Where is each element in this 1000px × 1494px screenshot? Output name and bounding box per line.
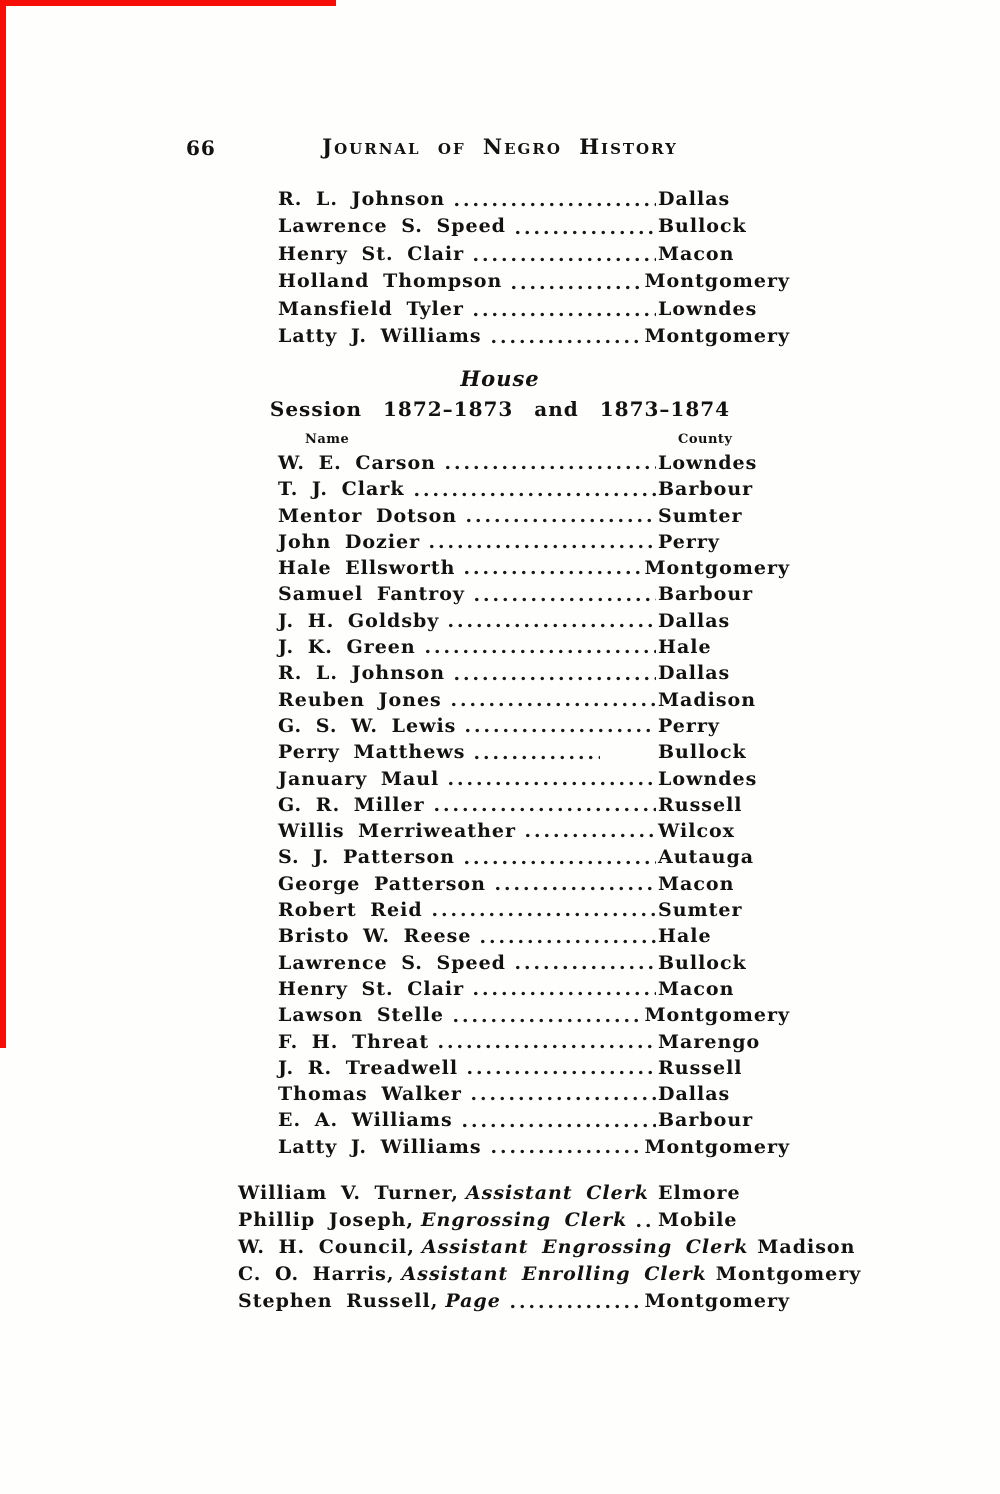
member-name: Latty J. Williams — [278, 325, 482, 348]
list-row — [278, 739, 790, 765]
county-name: Lowndes — [658, 297, 758, 320]
list-row — [278, 792, 790, 818]
county-name: Montgomery — [644, 1004, 790, 1027]
member-name: J. K. Green — [278, 636, 416, 659]
list-row — [278, 766, 790, 792]
official-title: Assistant Clerk — [465, 1182, 649, 1204]
dot-leader — [462, 569, 642, 576]
member-name: S. J. Patterson — [278, 846, 455, 869]
member-name: T. J. Clark — [278, 478, 405, 501]
member-name: Reuben Jones — [278, 688, 442, 711]
county-name: Barbour — [658, 478, 754, 501]
list-row — [278, 1029, 790, 1055]
scan-artifact-top-strip — [0, 0, 336, 6]
member-name: Hale Ellsworth — [278, 557, 456, 580]
list-row — [238, 1180, 790, 1207]
county-name: Barbour — [658, 583, 754, 606]
dot-leader — [471, 256, 656, 263]
member-name: Thomas Walker — [278, 1083, 462, 1106]
county-name: Bullock — [658, 215, 747, 238]
county-name: Montgomery — [644, 1290, 790, 1312]
dot-leader — [478, 938, 656, 945]
list-row — [278, 844, 790, 870]
list-row — [278, 950, 790, 976]
member-name: Perry Matthews — [278, 741, 466, 764]
dot-leader — [460, 1122, 656, 1129]
county-name: Dallas — [658, 188, 731, 210]
dot-leader — [634, 1222, 656, 1229]
member-name: Willis Merriweather — [278, 820, 516, 843]
list-row — [278, 713, 790, 739]
official-title: Assistant Engrossing Clerk — [421, 1236, 749, 1258]
column-headers — [230, 432, 790, 450]
member-name: F. H. Threat — [278, 1030, 430, 1053]
dot-leader — [513, 964, 656, 971]
official-title: Assistant Enrolling Clerk — [401, 1263, 707, 1285]
county-name: Wilcox — [658, 820, 736, 843]
list-row — [278, 476, 790, 502]
member-name: Henry St. Clair — [278, 977, 465, 1000]
list-row — [278, 897, 790, 923]
senate-members-list — [230, 186, 790, 350]
dot-leader — [452, 675, 656, 682]
list-row — [238, 1207, 790, 1234]
dot-leader — [452, 201, 656, 208]
member-name: C. O. Harris, — [238, 1263, 395, 1285]
member-name: John Dozier — [278, 530, 421, 553]
county-name: Dallas — [658, 1083, 731, 1106]
list-row — [278, 871, 790, 897]
dot-leader — [446, 622, 656, 629]
dot-leader — [489, 338, 643, 345]
dot-leader — [432, 806, 656, 813]
county-name: Lowndes — [658, 452, 758, 474]
dot-leader — [412, 491, 657, 498]
list-row — [278, 323, 790, 350]
dot-leader — [430, 911, 656, 918]
county-name: Russell — [658, 793, 743, 816]
dot-leader — [508, 1303, 643, 1310]
dot-leader — [523, 832, 656, 839]
dot-leader — [489, 1148, 643, 1155]
dot-leader — [493, 885, 656, 892]
dot-leader — [463, 727, 656, 734]
dot-leader — [446, 780, 656, 787]
list-row — [278, 1134, 790, 1160]
county-name: Sumter — [658, 504, 743, 527]
list-row — [278, 186, 790, 213]
list-row — [278, 818, 790, 844]
county-name: Bullock — [658, 741, 747, 764]
list-row — [278, 923, 790, 949]
county-name: Macon — [658, 977, 735, 1000]
county-name: Autauga — [658, 846, 755, 869]
list-row — [238, 1234, 856, 1261]
dot-leader — [451, 1017, 643, 1024]
dot-leader — [427, 543, 656, 550]
dot-leader — [469, 1095, 656, 1102]
member-name: Samuel Fantroy — [278, 583, 465, 606]
dot-leader — [462, 859, 656, 866]
member-name: Lawrence S. Speed — [278, 215, 506, 238]
list-row — [278, 1081, 790, 1107]
official-title: Engrossing Clerk — [421, 1209, 628, 1231]
county-column-header: County — [678, 432, 733, 447]
county-name: Barbour — [658, 1109, 754, 1132]
county-name: Marengo — [658, 1030, 761, 1053]
member-name: Phillip Joseph, — [238, 1209, 415, 1231]
county-name: Montgomery — [715, 1263, 862, 1285]
member-name: January Maul — [278, 767, 440, 790]
county-name: Lowndes — [658, 767, 758, 790]
list-row — [278, 503, 790, 529]
county-name: Bullock — [658, 951, 747, 974]
list-row — [278, 1055, 790, 1081]
list-row — [238, 1261, 862, 1288]
dot-leader — [472, 754, 600, 761]
county-name: Mobile — [658, 1209, 738, 1231]
member-name: Stephen Russell, — [238, 1290, 439, 1312]
official-title: Page — [445, 1290, 501, 1312]
member-name: R. L. Johnson — [278, 188, 446, 210]
member-name: W. H. Council, — [238, 1236, 415, 1258]
member-name: R. L. Johnson — [278, 662, 446, 685]
list-row — [278, 608, 790, 634]
session-line: Session 1872–1873 and 1873–1874 — [269, 397, 731, 421]
list-row — [278, 268, 790, 295]
county-name: Russell — [658, 1056, 743, 1079]
list-row — [278, 660, 790, 686]
county-name: Hale — [658, 925, 712, 948]
county-name: Montgomery — [644, 270, 790, 293]
county-name: Dallas — [658, 609, 731, 632]
county-name: Macon — [658, 242, 735, 265]
member-name: Holland Thompson — [278, 270, 503, 293]
county-name: Perry — [658, 714, 720, 737]
dot-leader — [449, 701, 656, 708]
county-name: Montgomery — [644, 1135, 790, 1158]
list-row — [278, 687, 790, 713]
dot-leader — [443, 464, 656, 471]
dot-leader — [423, 648, 656, 655]
dot-leader — [464, 517, 656, 524]
member-name: Robert Reid — [278, 899, 423, 922]
county-name: Perry — [658, 530, 720, 553]
journal-title: Journal of Negro History — [322, 134, 678, 159]
county-name: Montgomery — [644, 325, 790, 348]
member-name: Mentor Dotson — [278, 504, 458, 527]
dot-leader — [465, 1069, 656, 1076]
dot-leader — [472, 596, 656, 603]
house-members-list — [230, 450, 790, 1160]
member-name: Lawson Stelle — [278, 1004, 444, 1027]
member-name: W. E. Carson — [278, 452, 436, 474]
member-name: G. S. W. Lewis — [278, 714, 457, 737]
list-row — [278, 1002, 790, 1028]
page-number: 66 — [186, 136, 216, 160]
list-row — [278, 296, 790, 323]
county-name: Dallas — [658, 662, 731, 685]
list-row — [278, 555, 790, 581]
county-name: Hale — [658, 636, 712, 659]
member-name: Bristo W. Reese — [278, 925, 472, 948]
member-name: J. R. Treadwell — [278, 1056, 459, 1079]
member-name: William V. Turner, — [238, 1182, 459, 1204]
county-name: Sumter — [658, 899, 743, 922]
list-row — [278, 1107, 790, 1133]
list-row — [278, 976, 790, 1002]
county-name: Macon — [658, 872, 735, 895]
county-name: Elmore — [658, 1182, 741, 1204]
dot-leader — [513, 229, 656, 236]
house-section-title: House — [460, 366, 540, 391]
dot-leader — [436, 1043, 656, 1050]
list-row — [278, 529, 790, 555]
member-name: Henry St. Clair — [278, 242, 465, 265]
name-column-header: Name — [305, 432, 350, 447]
dot-leader — [471, 990, 656, 997]
member-name: Lawrence S. Speed — [278, 951, 506, 974]
member-name: Mansfield Tyler — [278, 297, 464, 320]
dot-leader — [509, 284, 642, 291]
member-name: E. A. Williams — [278, 1109, 453, 1132]
county-name: Madison — [757, 1236, 856, 1258]
list-row — [278, 581, 790, 607]
list-row — [278, 634, 790, 660]
list-row — [278, 241, 790, 268]
member-name: G. R. Miller — [278, 793, 425, 816]
list-row — [278, 213, 790, 240]
list-row — [238, 1288, 790, 1315]
county-name: Montgomery — [644, 557, 790, 580]
member-name: Latty J. Williams — [278, 1135, 482, 1158]
county-name: Madison — [658, 688, 757, 711]
member-name: J. H. Goldsby — [278, 609, 440, 632]
list-row — [278, 450, 790, 476]
member-name: George Patterson — [278, 872, 486, 895]
house-officials-list — [230, 1180, 862, 1315]
dot-leader — [471, 311, 656, 318]
